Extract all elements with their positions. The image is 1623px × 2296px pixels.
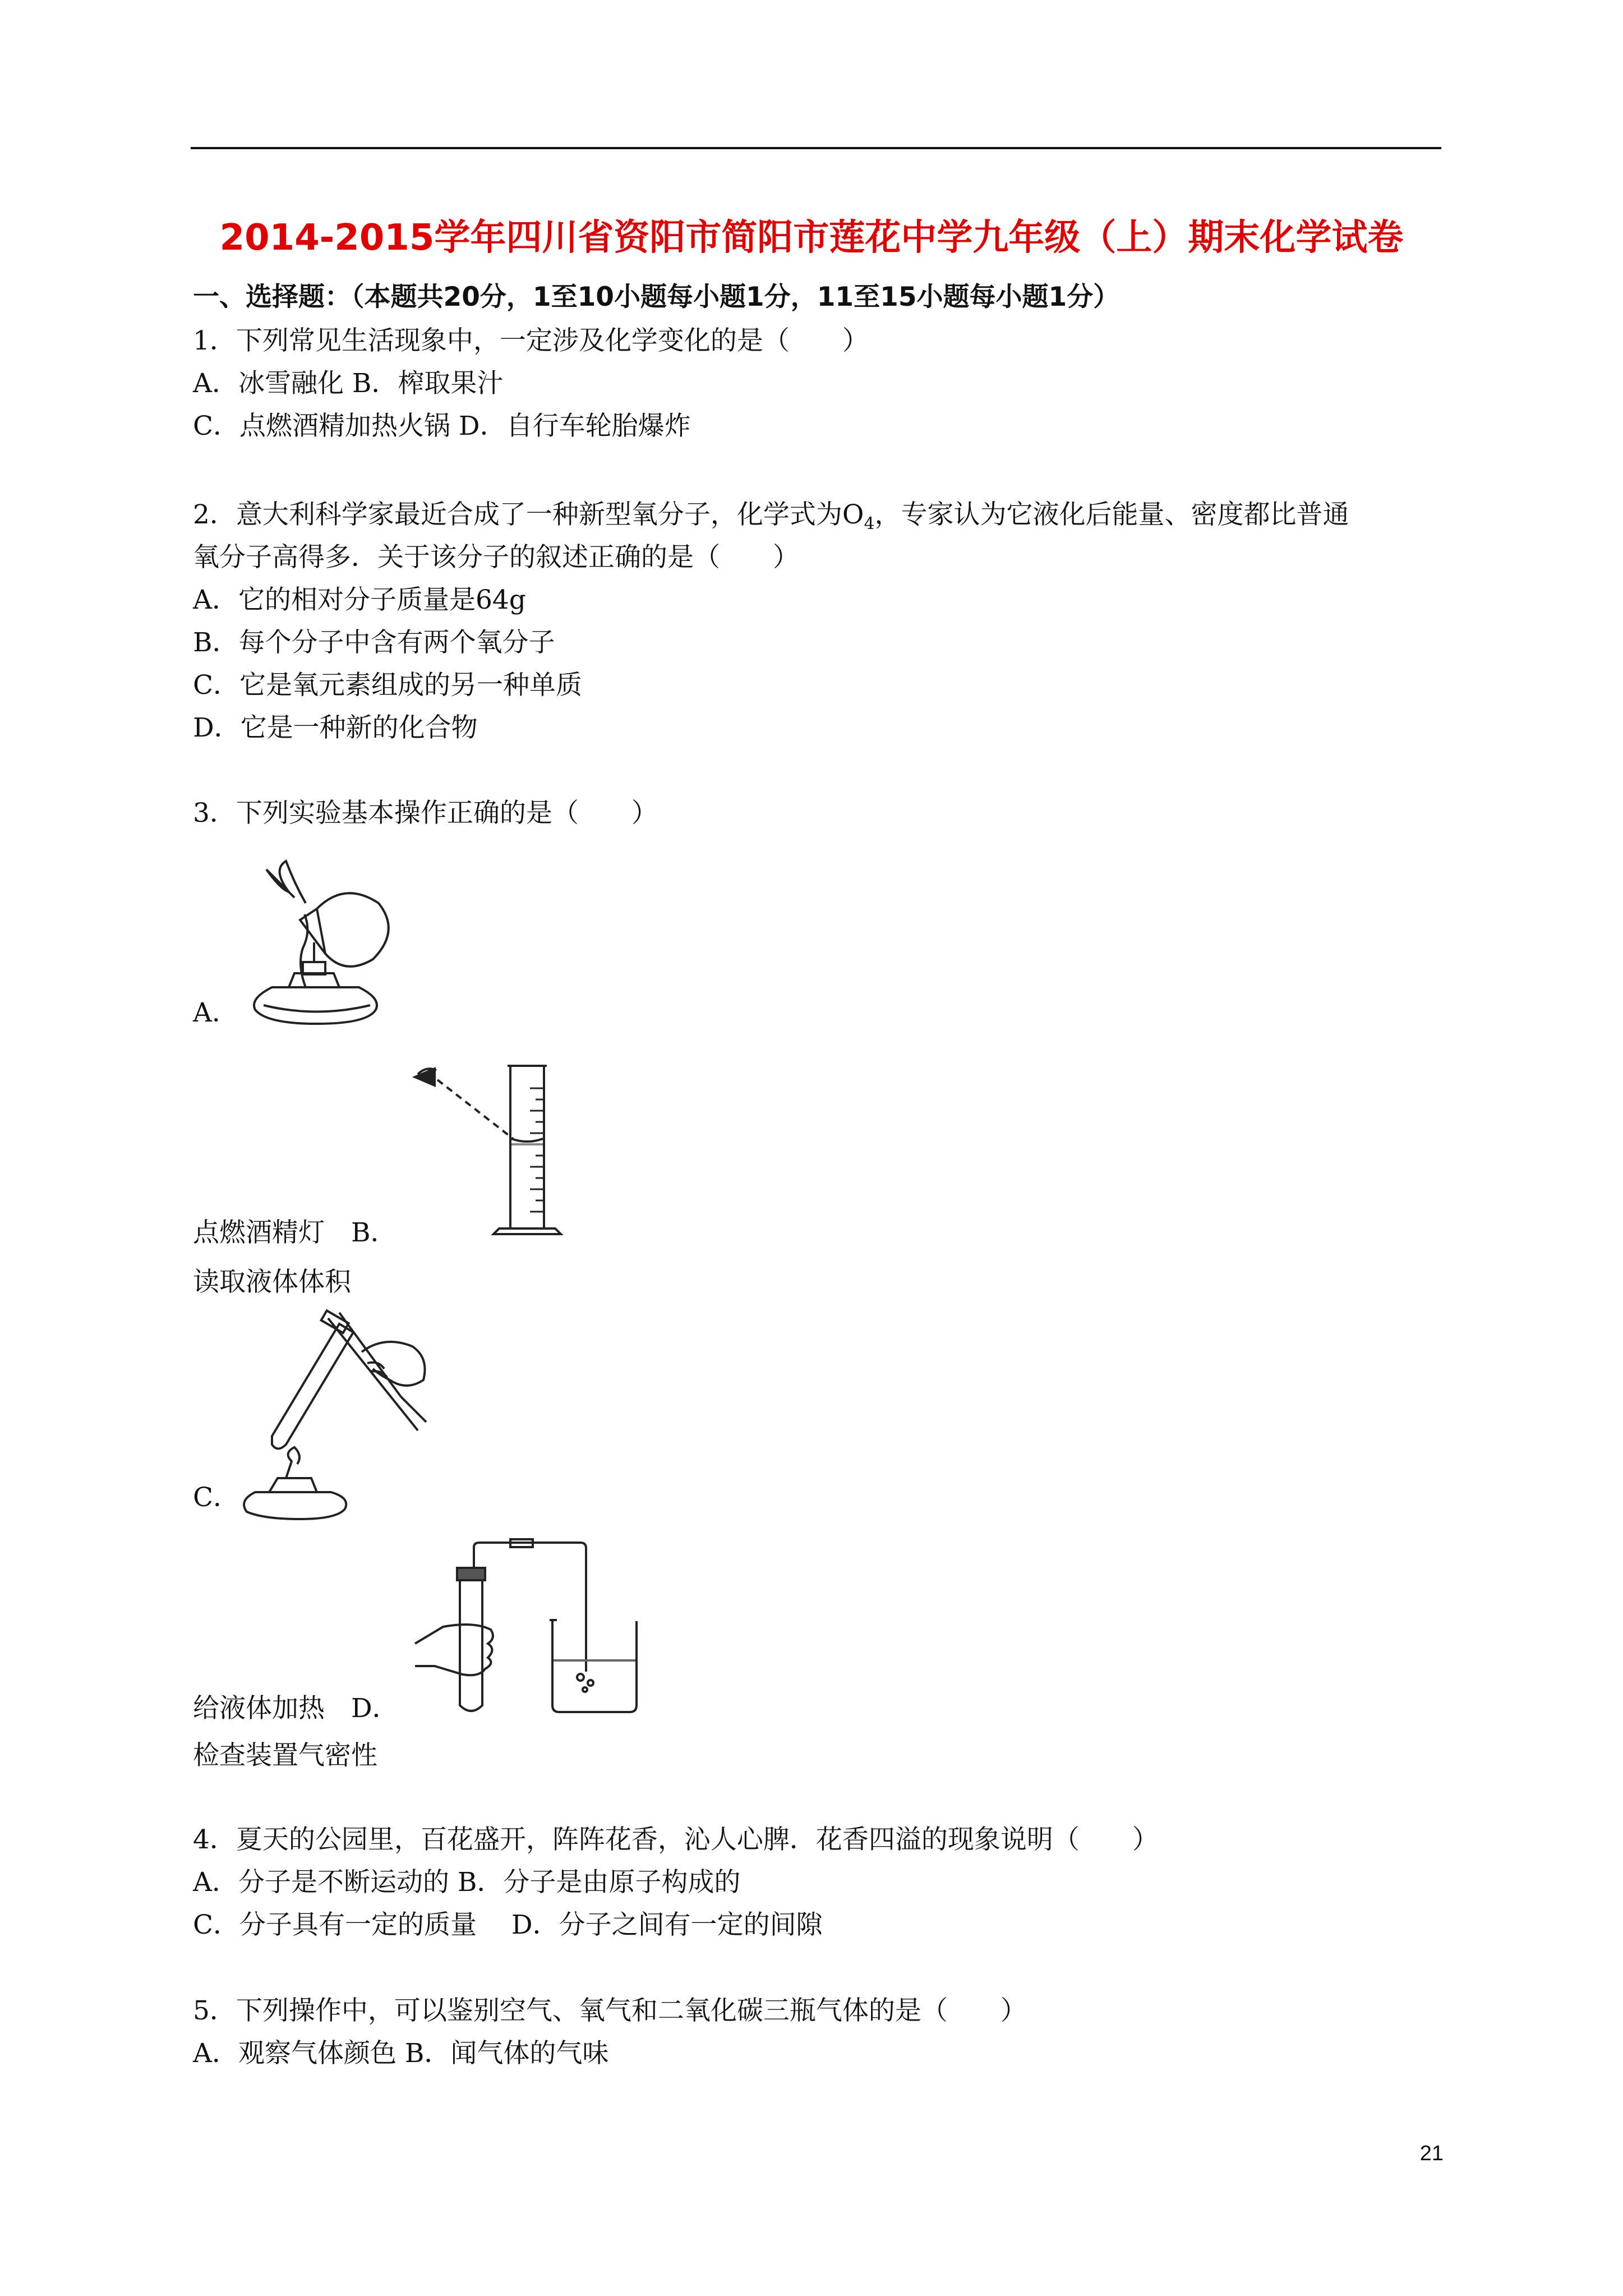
q2-subscript: 4 xyxy=(864,514,875,534)
q1-stem: 1．下列常见生活现象中，一定涉及化学变化的是（ ） xyxy=(193,325,869,356)
q2-stem-part1: 2．意大利科学家最近合成了一种新型氧分子，化学式为O xyxy=(193,499,864,530)
q1-options-ab: A．冰雪融化 B．榨取果汁 xyxy=(193,368,504,399)
q5-options-ab: A．观察气体颜色 B．闻气体的气味 xyxy=(193,2038,609,2069)
q3-option-c-label: C． xyxy=(193,1482,239,1513)
q2-option-a: A．它的相对分子质量是64g xyxy=(193,585,526,615)
q1-options-cd: C．点燃酒精加热火锅 D．自行车轮胎爆炸 xyxy=(193,411,691,441)
q3-option-c-caption: 给液体加热 D． xyxy=(193,1693,399,1724)
q2-option-d: D．它是一种新的化合物 xyxy=(193,712,478,743)
q5-stem: 5．下列操作中，可以鉴别空气、氧气和二氧化碳三瓶气体的是（ ） xyxy=(193,1995,1027,2026)
q3-stem: 3．下列实验基本操作正确的是（ ） xyxy=(193,798,658,829)
q3-option-b-caption: 读取液体体积 xyxy=(193,1267,351,1297)
q4-options-ab: A．分子是不断运动的 B．分子是由原子构成的 xyxy=(193,1867,741,1898)
section-heading: 一、选择题：（本题共20分，1至10小题每小题1分，11至15小题每小题1分） xyxy=(193,282,1120,312)
page-number: 21 xyxy=(1419,2142,1444,2165)
q2-option-b: B．每个分子中含有两个氧分子 xyxy=(193,627,555,658)
exam-title: 2014-2015学年四川省资阳市简阳市莲花中学九年级（上）期末化学试卷 xyxy=(219,217,1404,259)
q2-stem-line2: 氧分子高得多．关于该分子的叙述正确的是（ ） xyxy=(193,542,799,573)
alcohol-lamp-lighting-figure xyxy=(233,858,401,1027)
q3-option-a-caption: 点燃酒精灯 B． xyxy=(193,1217,397,1248)
q2-stem-part2: ，专家认为它液化后能量、密度都比普通 xyxy=(874,499,1349,530)
q3-option-a-label: A． xyxy=(193,997,238,1028)
q2-option-c: C．它是氧元素组成的另一种单质 xyxy=(193,670,582,701)
heating-test-tube-figure xyxy=(233,1307,446,1520)
q4-stem: 4．夏天的公园里，百花盛开，阵阵花香，沁人心脾．花香四溢的现象说明（ ） xyxy=(193,1824,1159,1855)
graduated-cylinder-figure xyxy=(409,1055,566,1245)
q4-options-cd: C．分子具有一定的质量 D．分子之间有一定的间隙 xyxy=(193,1910,823,1940)
q2-stem-line1 xyxy=(193,498,1349,541)
airtightness-check-figure xyxy=(412,1537,648,1717)
q3-option-d-caption: 检查装置气密性 xyxy=(193,1740,377,1771)
header-rule xyxy=(191,147,1441,149)
